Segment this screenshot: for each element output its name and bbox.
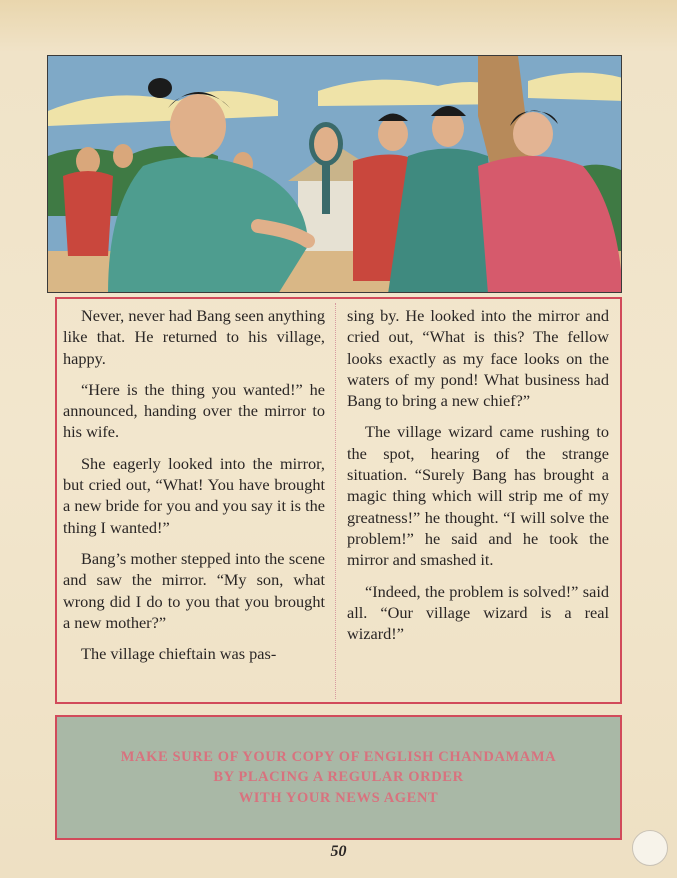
story-paragraph: She eagerly looked into the mirror, but cried out, “What! You have brought a new bride for you and you say it is the thing I wanted!”: [63, 453, 325, 537]
story-paragraph: sing by. He looked into the mirror and cried out, “What is this? The fellow looks exactly as my face looks on the waters of my pond! What business had Bang to bring a new chief?”: [347, 306, 609, 411]
story-column-left: [63, 305, 325, 674]
illustration-art: [48, 56, 622, 293]
story-paragraph: Never, never had Bang seen anything like that. He returned to his village, happy.: [63, 306, 325, 368]
archive-stamp-icon: [632, 830, 668, 866]
banner-line: BY PLACING A REGULAR ORDER: [213, 769, 464, 786]
story-paragraph: The village wizard came rushing to the spot, hearing of the strange situation. “Surely Bang has brought a magic thing which will strip me of my greatness!” he thought. “I will solve the problem!” he said and he took the mirror and smashed it.: [347, 422, 609, 570]
story-paragraph: “Indeed, the problem is solved!” said all. “Our village wizard is a real wizard!”: [347, 581, 609, 644]
story-paragraph: “Here is the thing you wanted!” he announced, handing over the mirror to his wife.: [63, 379, 325, 442]
story-illustration: [47, 55, 622, 293]
column-divider: [335, 303, 336, 699]
page-number: 50: [330, 843, 347, 860]
story-text-box: [55, 297, 622, 704]
story-paragraph: The village chieftain was pas-: [81, 644, 277, 664]
story-column-right: [347, 305, 609, 654]
banner-line: WITH YOUR NEWS AGENT: [238, 789, 439, 806]
story-paragraph: Bang’s mother stepped into the scene and saw the mirror. “My son, what wrong did I do to you that you brought a new mother?”: [63, 548, 325, 632]
banner-line: MAKE SURE OF YOUR COPY OF ENGLISH CHANDAMAMA: [120, 748, 557, 765]
subscription-banner: [55, 715, 622, 840]
